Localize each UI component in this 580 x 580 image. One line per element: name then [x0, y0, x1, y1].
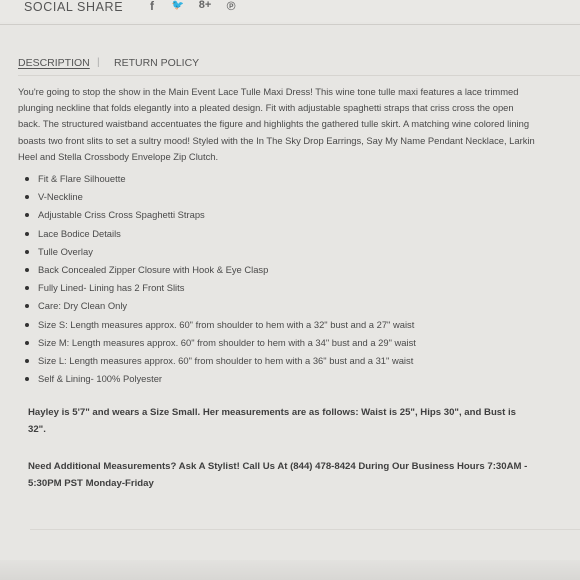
social-share-bar — [0, 0, 580, 22]
feature-item: V-Neckline — [24, 188, 416, 206]
feature-item: Back Concealed Zipper Closure with Hook & Eye Clasp — [24, 261, 416, 279]
tab-divider — [18, 75, 580, 76]
description-line: plunging neckline that folds elegantly into a pleated design. Fit with adjustable spaghetti straps that criss cross the open — [18, 102, 514, 114]
feature-item: Tulle Overlay — [24, 243, 416, 261]
feature-item: Size S: Length measures approx. 60" from shoulder to hem with a 32" bust and a 27" waist — [24, 316, 416, 334]
feature-item: Fit & Flare Silhouette — [24, 170, 416, 188]
feature-item: Fully Lined- Lining has 2 Front Slits — [24, 279, 416, 297]
tab-description[interactable]: DESCRIPTION — [18, 57, 90, 69]
footer-shade — [0, 560, 580, 580]
feature-item: Size M: Length measures approx. 60" from shoulder to hem with a 34" bust and a 29" waist — [24, 334, 416, 352]
feature-item: Adjustable Criss Cross Spaghetti Straps — [24, 206, 416, 224]
bottom-divider — [30, 529, 580, 530]
feature-item: Self & Lining- 100% Polyester — [24, 370, 416, 388]
product-description — [18, 84, 580, 165]
model-measurements-note — [28, 404, 568, 438]
model-note-line: 32". — [28, 424, 46, 435]
pinterest-icon[interactable]: ℗ — [226, 0, 236, 13]
contact-note-line: Need Additional Measurements? Ask A Stylist! Call Us At (844) 478-8424 During Our Business Hours 7:30AM - — [28, 461, 528, 472]
feature-item: Care: Dry Clean Only — [24, 297, 416, 315]
google-plus-icon[interactable]: 8+ — [198, 0, 212, 11]
model-note-line: Hayley is 5'7" and wears a Size Small. Her measurements are as follows: Waist is 25", Hips 30", and Bust is — [28, 407, 517, 418]
feature-list — [24, 170, 416, 388]
description-line: You're going to stop the show in the Main Event Lace Tulle Maxi Dress! This wine tone tulle maxi features a lace trimmed — [18, 86, 519, 97]
stylist-contact-note — [28, 458, 578, 492]
feature-item: Size L: Length measures approx. 60" from shoulder to hem with a 36" bust and a 31" waist — [24, 352, 416, 370]
contact-note-line: 5:30PM PST Monday-Friday — [28, 478, 154, 489]
twitter-icon[interactable]: 🐦 — [171, 0, 185, 11]
facebook-icon[interactable]: f — [150, 0, 154, 13]
tab-separator: | — [97, 57, 100, 68]
description-line: Heel and Stella Crossbody Envelope Zip Clutch. — [18, 150, 219, 162]
description-line: back. The structured waistband accentuates the figure and highlights the gathered tulle skirt. A matching wine colored lining — [18, 118, 530, 130]
social-share-label: SOCIAL SHARE — [24, 0, 124, 14]
tab-return-policy[interactable]: RETURN POLICY — [114, 57, 200, 69]
description-line: boasts two front slits to set a sultry mood! Styled with the In The Sky Drop Earrings, Say My Name Pendant Necklace, Larkin — [18, 134, 535, 146]
divider — [0, 24, 580, 25]
feature-item: Lace Bodice Details — [24, 225, 416, 243]
